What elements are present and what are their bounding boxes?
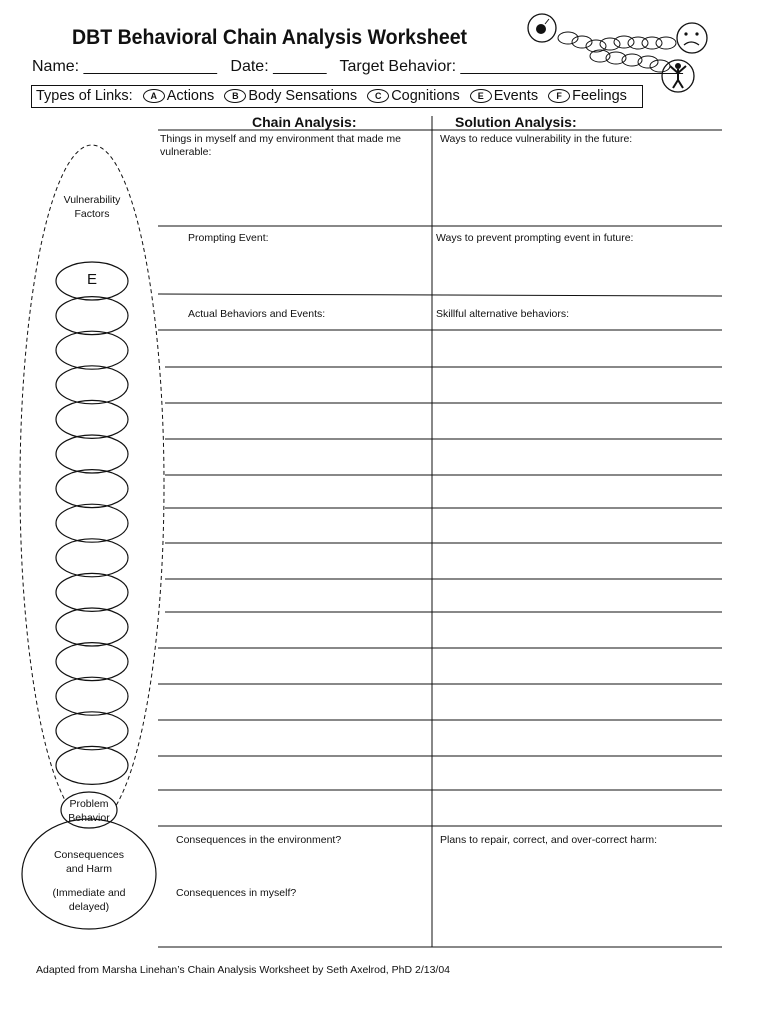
- name-field[interactable]: Name: _______________: [32, 58, 218, 75]
- link-label-body-sensations: Body Sensations: [248, 88, 358, 104]
- chain-link-4: [56, 366, 128, 404]
- vulnerability-factors-label: Vulnerability Factors: [63, 194, 121, 220]
- prevent-prompting-label: Ways to prevent prompting event in future:: [436, 232, 634, 244]
- chain-link-5: [56, 400, 128, 438]
- chain-link-14: [56, 712, 128, 750]
- link-badge-b: B: [224, 89, 246, 103]
- link-label-feelings: Feelings: [572, 88, 627, 104]
- skillful-alternatives-label: Skillful alternative behaviors:: [436, 308, 570, 320]
- chain-link-9: [56, 539, 128, 577]
- actual-behaviors-label: Actual Behaviors and Events:: [188, 308, 326, 320]
- solution-analysis-heading: Solution Analysis:: [455, 114, 577, 130]
- chain-analysis-heading: Chain Analysis:: [252, 114, 357, 130]
- link-badge-c: C: [367, 89, 389, 103]
- link-badge-f: F: [548, 89, 570, 103]
- chain-link-10: [56, 573, 128, 611]
- problem-behavior-label: Problem Behavior: [68, 798, 110, 824]
- link-label-events: Events: [493, 88, 539, 104]
- consequences-environment-label: Consequences in the environment?: [176, 834, 342, 846]
- consequences-note-label: (Immediate and delayed): [52, 887, 126, 913]
- chain-link-12: [56, 643, 128, 681]
- consequences-label: Consequences and Harm: [53, 849, 125, 875]
- first-link-label: E: [86, 271, 97, 288]
- chain-link-7: [56, 470, 128, 508]
- vulnerability-outline: [20, 145, 164, 825]
- chain-link-6: [56, 435, 128, 473]
- page-title: DBT Behavioral Chain Analysis Worksheet: [72, 26, 468, 49]
- link-label-actions: Actions: [166, 88, 215, 104]
- date-field[interactable]: Date: ______: [230, 58, 327, 75]
- chain-link-15: [56, 746, 128, 784]
- chain-link-3: [56, 331, 128, 369]
- link-badge-e: E: [470, 89, 492, 103]
- prompting-event-label: Prompting Event:: [188, 232, 269, 244]
- reduce-vulnerability-label: Ways to reduce vulnerability in the future:: [440, 133, 633, 145]
- link-types-label: Types of Links:: [36, 88, 133, 104]
- link-badge-a: A: [143, 89, 165, 103]
- chain-link-11: [56, 608, 128, 646]
- link-label-cognitions: Cognitions: [391, 88, 460, 104]
- repair-plans-label: Plans to repair, correct, and over-correct harm:: [440, 834, 658, 846]
- chain-link-8: [56, 504, 128, 542]
- consequences-self-label: Consequences in myself?: [176, 887, 297, 899]
- chain-link-13: [56, 677, 128, 715]
- footer-credit: Adapted from Marsha Linehan’s Chain Analysis Worksheet by Seth Axelrod, PhD 2/13/04: [36, 964, 451, 976]
- target-behavior-field[interactable]: Target Behavior: _________________________: [339, 58, 683, 75]
- vulnerable-label: Things in myself and my environment that made me vulnerable:: [160, 133, 402, 158]
- chain-link-2: [56, 297, 128, 335]
